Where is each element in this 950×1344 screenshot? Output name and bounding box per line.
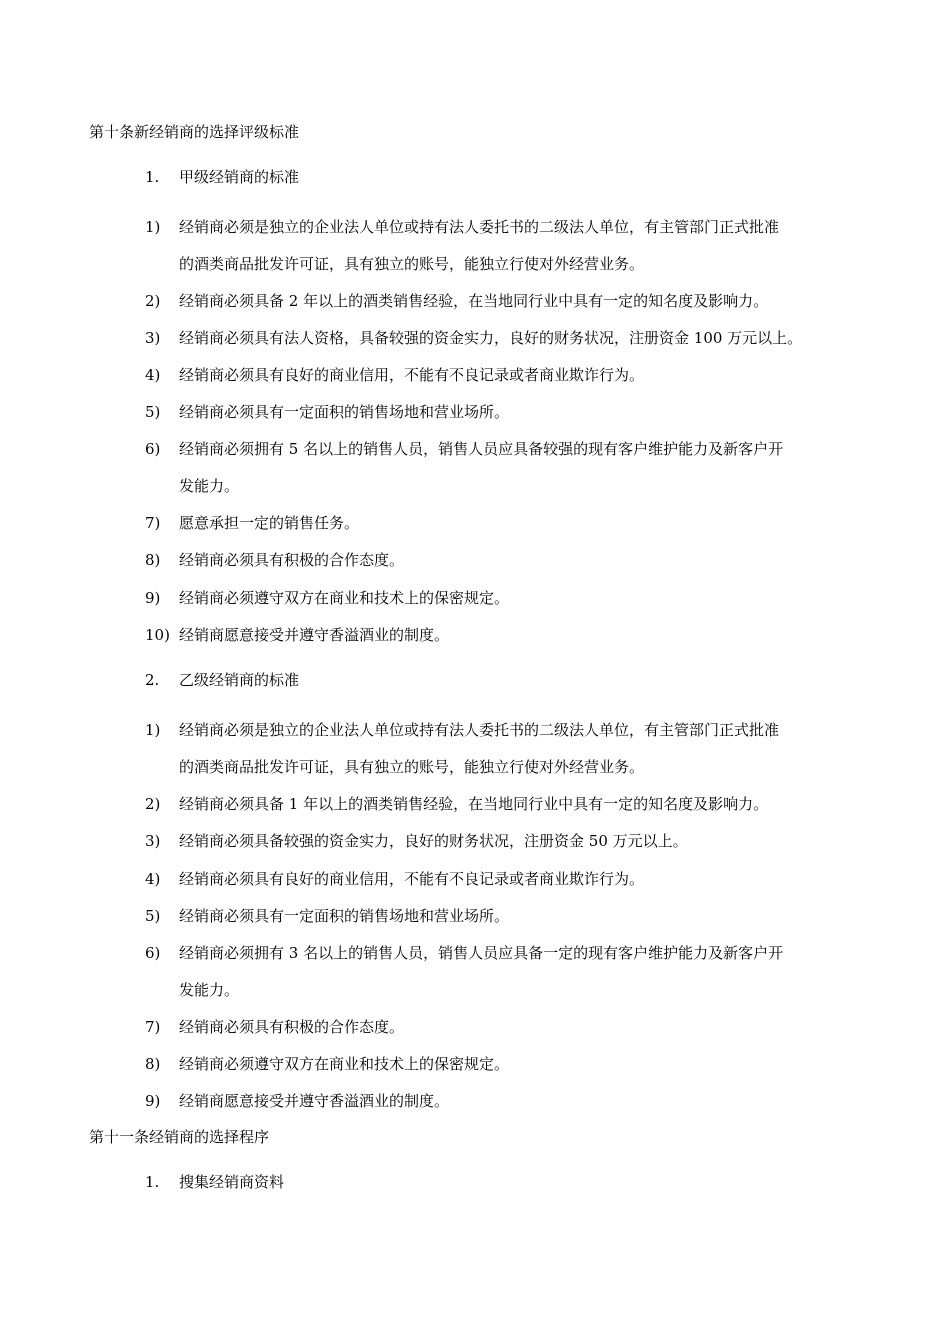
list-item-text: 经销商必须具备较强的资金实力，良好的财务状况，注册资金 50 万元以上。 [179,832,688,850]
list-item-number: 8) [145,551,161,569]
list-item-text: 经销商必须具有积极的合作态度。 [179,551,405,569]
list-item-text: 经销商必须具有一定面积的销售场地和营业场所。 [179,403,510,421]
list-item-text: 经销商愿意接受并遵守香溢酒业的制度。 [179,626,450,644]
step-1-title: 搜集经销商资料 [179,1173,285,1191]
list-item-text: 经销商必须具备 2 年以上的酒类销售经验，在当地同行业中具有一定的知名度及影响力。 [179,292,769,310]
list-item-number: 3) [145,329,161,347]
list-item-text: 经销商必须具有积极的合作态度。 [179,1018,405,1036]
list-item-number: 6) [145,944,161,962]
list-item-number: 6) [145,440,161,458]
list-item-number: 1) [145,721,161,739]
list-item-text: 经销商必须是独立的企业法人单位或持有法人委托书的二级法人单位，有主管部门正式批准 [179,218,780,236]
list-item-text: 经销商必须具有良好的商业信用，不能有不良记录或者商业欺诈行为。 [179,366,645,384]
step-1-number: 1. [145,1173,160,1191]
list-item-number: 4) [145,870,161,888]
grade-a-title: 甲级经销商的标准 [179,168,300,186]
list-item-text: 经销商必须遵守双方在商业和技术上的保密规定。 [179,1055,510,1073]
section-10-heading: 第十条新经销商的选择评级标准 [89,123,300,141]
list-item-number: 4) [145,366,161,384]
list-item-number: 5) [145,907,161,925]
list-item-number: 7) [145,1018,161,1036]
list-item-text: 经销商必须具有良好的商业信用，不能有不良记录或者商业欺诈行为。 [179,870,645,888]
list-item-number: 2) [145,292,161,310]
list-item-text: 的酒类商品批发许可证，具有独立的账号，能独立行使对外经营业务。 [179,758,645,776]
list-item-text: 经销商必须拥有 5 名以上的销售人员，销售人员应具备较强的现有客户维护能力及新客户开 [179,440,784,458]
list-item-number: 9) [145,589,161,607]
list-item-text: 的酒类商品批发许可证，具有独立的账号，能独立行使对外经营业务。 [179,255,645,273]
list-item-text: 经销商必须具有法人资格，具备较强的资金实力，良好的财务状况，注册资金 100 万元以上。 [179,329,803,347]
list-item-number: 8) [145,1055,161,1073]
grade-b-title: 乙级经销商的标准 [179,671,300,689]
list-item-number: 10) [145,626,170,644]
grade-b-number: 2. [145,671,160,689]
list-item-text: 经销商必须具有一定面积的销售场地和营业场所。 [179,907,510,925]
list-item-text: 发能力。 [179,981,240,999]
list-item-text: 愿意承担一定的销售任务。 [179,514,360,532]
list-item-text: 经销商必须拥有 3 名以上的销售人员，销售人员应具备一定的现有客户维护能力及新客户开 [179,944,784,962]
list-item-number: 2) [145,795,161,813]
list-item-text: 经销商必须具备 1 年以上的酒类销售经验，在当地同行业中具有一定的知名度及影响力。 [179,795,769,813]
list-item-text: 经销商愿意接受并遵守香溢酒业的制度。 [179,1092,450,1110]
list-item-number: 5) [145,403,161,421]
list-item-number: 9) [145,1092,161,1110]
list-item-text: 发能力。 [179,477,240,495]
list-item-number: 7) [145,514,161,532]
list-item-text: 经销商必须是独立的企业法人单位或持有法人委托书的二级法人单位，有主管部门正式批准 [179,721,780,739]
grade-a-number: 1. [145,168,160,186]
list-item-number: 1) [145,218,161,236]
list-item-number: 3) [145,832,161,850]
section-11-heading: 第十一条经销商的选择程序 [89,1128,270,1146]
list-item-text: 经销商必须遵守双方在商业和技术上的保密规定。 [179,589,510,607]
